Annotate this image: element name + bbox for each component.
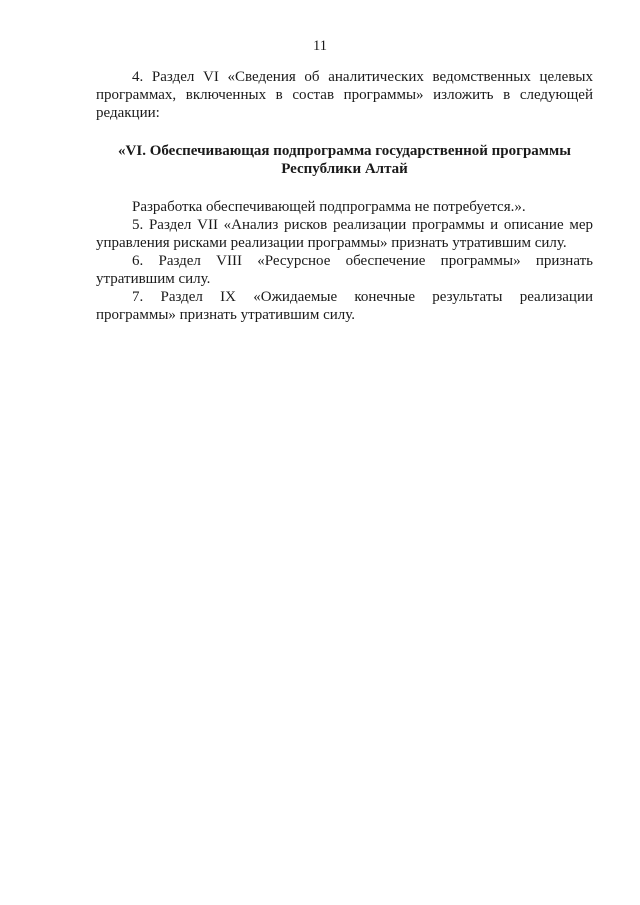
document-body — [96, 68, 593, 324]
section-heading-line-2: Республики Алтай — [281, 161, 408, 177]
paragraph-section-7: 7. Раздел IX «Ожидаемые конечные результаты реализации программы» признать утратившим силу. — [96, 289, 593, 323]
paragraph-section-4: 4. Раздел VI «Сведения об аналитических ведомственных целевых программах, включенных в состав программы» изложить в следующей редакции: — [96, 69, 593, 121]
paragraph-section-6: 6. Раздел VIII «Ресурсное обеспечение программы» признать утратившим силу. — [96, 253, 593, 287]
section-heading-line-1: «VI. Обеспечивающая подпрограмма государственной программы — [118, 143, 571, 159]
paragraph-no-subprogram: Разработка обеспечивающей подпрограмма не потребуется.». — [132, 199, 526, 215]
page-number: 11 — [313, 38, 327, 54]
paragraph-section-5: 5. Раздел VII «Анализ рисков реализации программы и описание мер управления рисками реализации программы» признать утратившим силу. — [96, 217, 593, 251]
section-heading — [96, 142, 593, 178]
